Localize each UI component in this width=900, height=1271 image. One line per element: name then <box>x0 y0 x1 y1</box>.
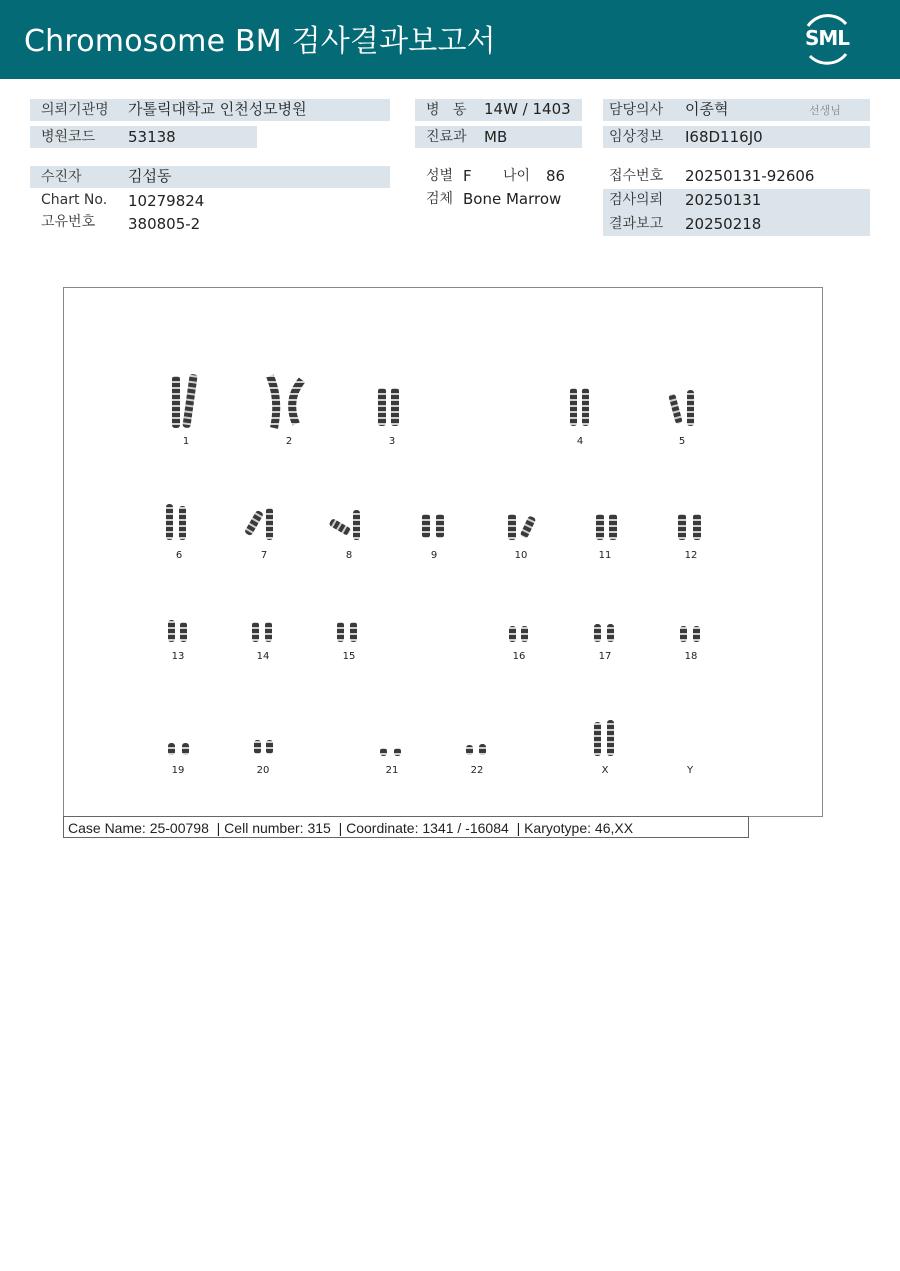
chromosome-pair-15 <box>337 622 357 642</box>
receipt-no-label: 접수번호 <box>609 168 664 184</box>
test-request-label: 검사의뢰 <box>609 192 664 208</box>
result-report-label: 결과보고 <box>609 216 664 232</box>
chromosome-label: X <box>601 765 609 776</box>
sml-logo-icon <box>798 12 856 68</box>
chromosome-pair-13 <box>168 620 187 642</box>
institution-label: 의뢰기관명 <box>41 102 109 118</box>
chromosome-pair-3 <box>378 388 399 426</box>
chromosome-label: 3 <box>388 436 396 447</box>
doctor-value: 이종혁 <box>685 100 729 118</box>
department-value: MB <box>484 128 508 146</box>
chromosome-label: 21 <box>385 765 399 776</box>
chromosome-label: 18 <box>684 651 698 662</box>
chromosome-label: 15 <box>342 651 356 662</box>
hospital-code-label: 병원코드 <box>41 129 96 145</box>
test-request-value: 20250131 <box>685 191 762 209</box>
chromosome-label: 22 <box>470 765 484 776</box>
chromosome-label: 7 <box>260 550 268 561</box>
karyotype-image <box>63 287 823 817</box>
chromosome-label: 5 <box>678 436 686 447</box>
recipient-value: 김섭동 <box>128 167 172 185</box>
chromosome-label: 17 <box>598 651 612 662</box>
chromosome-label: 16 <box>512 651 526 662</box>
chromosome-pair-19 <box>168 743 189 755</box>
recipient-label: 수진자 <box>41 169 82 185</box>
chromosome-label: 14 <box>256 651 270 662</box>
chromosome-pair-14 <box>252 622 272 642</box>
chromosome-pair-6 <box>166 504 186 540</box>
chromosome-pair-1 <box>172 374 198 429</box>
age-label: 나이 <box>503 168 531 184</box>
receipt-no-value: 20250131-92606 <box>685 167 815 185</box>
report-header <box>0 0 900 79</box>
chromosome-pair-9 <box>422 514 444 538</box>
chart-no-value: 10279824 <box>128 192 205 210</box>
logo-text: SML <box>804 26 850 50</box>
chromosome-label: 20 <box>256 765 270 776</box>
chromosome-pair-21 <box>380 748 401 756</box>
chromosome-label: Y <box>686 765 694 776</box>
clinical-info-value: I68D116J0 <box>685 128 763 146</box>
cell-number: | Cell number: 315 <box>216 820 331 836</box>
recipient-row <box>30 166 390 188</box>
unique-no-value: 380805-2 <box>128 215 201 233</box>
chart-no-label: Chart No. <box>41 192 108 208</box>
chromosome-pair-4 <box>570 388 589 426</box>
chromosome-label: 12 <box>684 550 698 561</box>
chromosome-label: 8 <box>345 550 353 561</box>
chromosome-label: 13 <box>171 651 185 662</box>
chromosome-pair-20 <box>254 740 273 754</box>
age-value: 86 <box>546 167 566 185</box>
chromosome-label: 2 <box>285 436 293 447</box>
specimen-value: Bone Marrow <box>463 190 562 208</box>
chromosome-pair-X <box>594 720 614 756</box>
chromosome-pair-18 <box>680 626 700 642</box>
coordinate: | Coordinate: 1341 / -16084 <box>338 820 509 836</box>
chromosome-pair-7 <box>244 508 273 540</box>
doctor-suffix: 선생님 <box>809 104 841 117</box>
chromosome-pair-8 <box>328 510 360 540</box>
chromosome-pair-10 <box>508 514 536 540</box>
clinical-info-label: 임상정보 <box>609 129 664 145</box>
chromosome-pair-11 <box>596 514 617 540</box>
ward-label: 병 동 <box>426 102 467 118</box>
chromosome-pair-12 <box>678 514 701 540</box>
chromosome-label: 10 <box>514 550 528 561</box>
result-report-value: 20250218 <box>685 215 762 233</box>
chromosome-label: 9 <box>430 550 438 561</box>
sex-value: F <box>463 167 472 185</box>
hospital-code-value: 53138 <box>128 128 176 146</box>
department-label: 진료과 <box>426 129 467 145</box>
doctor-label: 담당의사 <box>609 102 664 118</box>
unique-no-label: 고유번호 <box>41 214 96 230</box>
chromosome-pair-5 <box>668 390 694 426</box>
chromosome-pair-16 <box>509 626 528 642</box>
sex-label: 성별 <box>426 168 454 184</box>
chromosome-label: 4 <box>576 436 584 447</box>
chromosome-pair-17 <box>594 624 614 642</box>
chromosome-label: 19 <box>171 765 185 776</box>
report-title: Chromosome BM 검사결과보고서 <box>24 24 496 59</box>
case-name: Case Name: 25-00798 <box>68 820 209 836</box>
specimen-label: 검체 <box>426 191 454 207</box>
karyotype-result: | Karyotype: 46,XX <box>516 820 634 836</box>
ward-value: 14W / 1403 <box>484 100 571 118</box>
chromosome-label: 1 <box>182 436 190 447</box>
chromosome-label: 11 <box>598 550 612 561</box>
institution-value: 가톨릭대학교 인천성모병원 <box>128 100 307 118</box>
karyotype-caption <box>63 816 749 838</box>
chromosome-pair-2 <box>270 376 302 428</box>
chromosome-pair-22 <box>466 744 486 755</box>
chromosome-label: 6 <box>175 550 183 561</box>
